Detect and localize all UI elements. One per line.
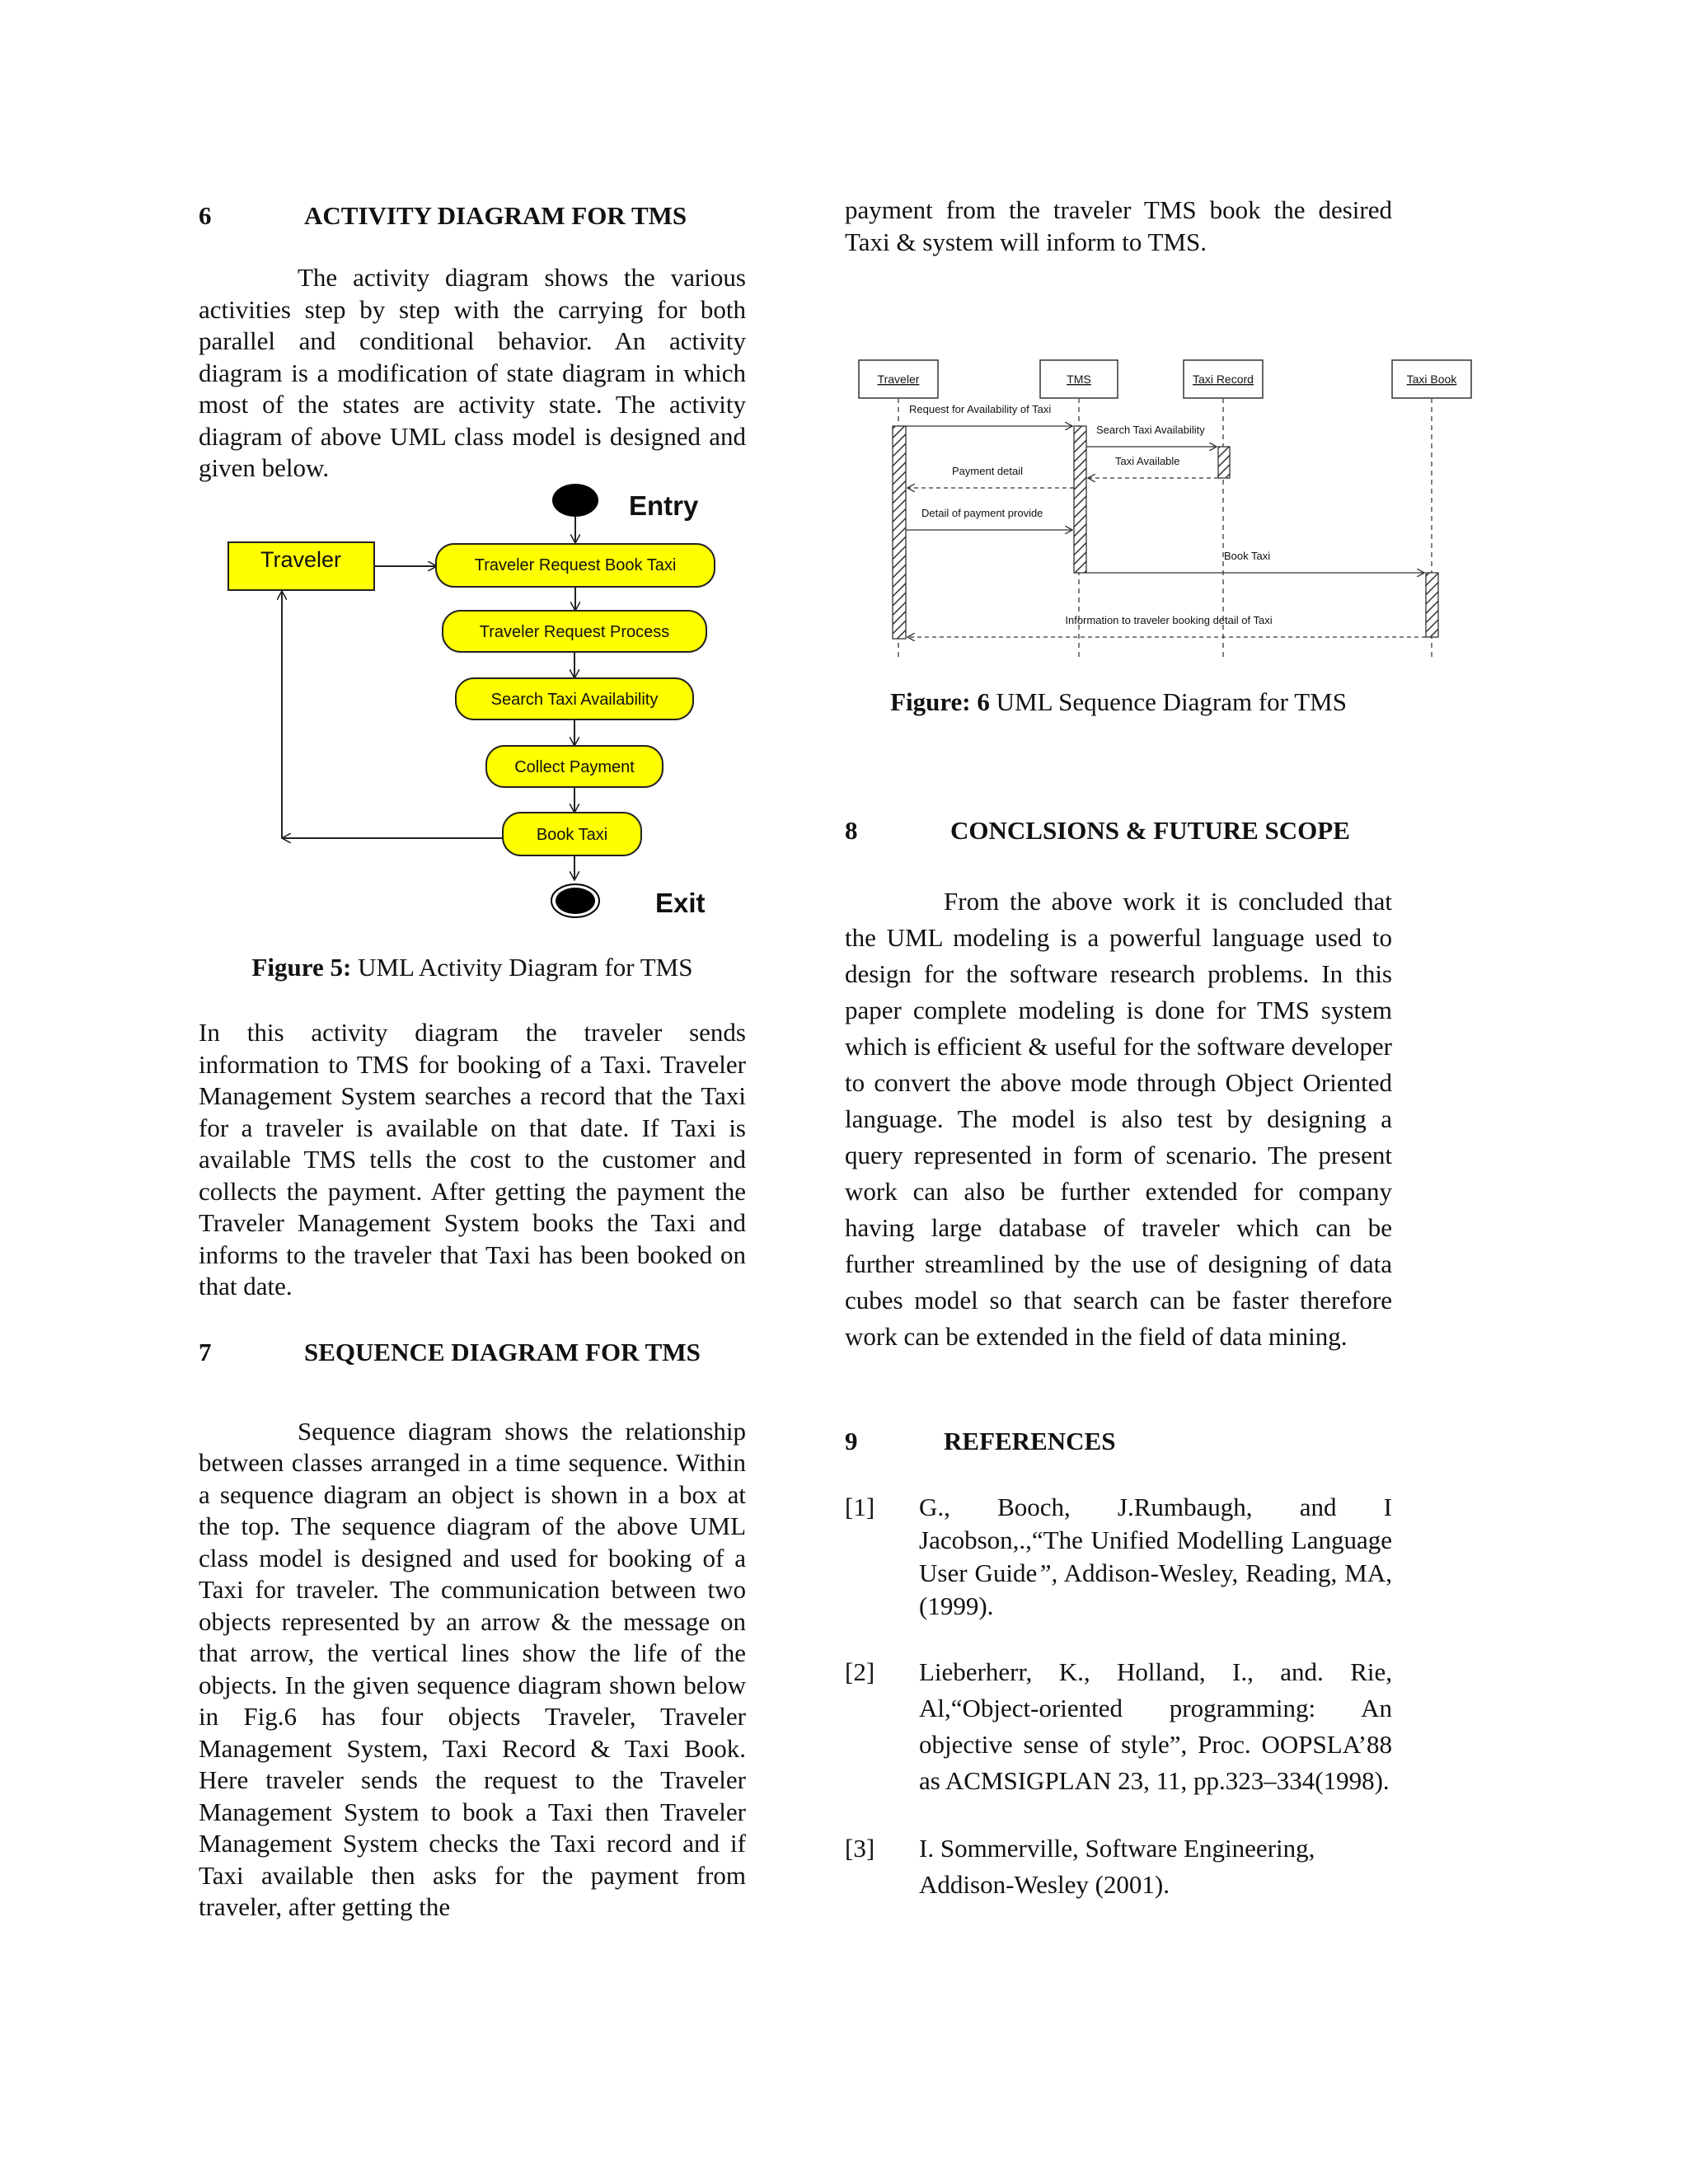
reference-number: [1] [845,1493,875,1521]
msg-taxi-available: Taxi Available [1115,455,1180,467]
section-number: 8 [845,816,858,845]
activity-step-5-label: Book Taxi [536,826,608,844]
section-8-heading [845,814,1392,847]
activity-diagram [214,478,742,923]
activation-tms [1074,426,1086,573]
continued-paragraph: payment from the traveler TMS book the desired Taxi & system will inform to TMS. [845,195,1392,256]
entry-label: Entry [629,490,699,521]
sequence-diagram [849,350,1475,672]
seq-object-tms-label: TMS [1067,373,1091,386]
reference-text: Lieberherr, K., Holland, I., and. Rie, Al,“Object-oriented programming: An objective sense of style”, Proc. OOPSLA’88 as ACMSIGPLAN 23, 11, pp.323–334(1998). [919,1657,1392,1795]
figure-6-caption [845,686,1392,719]
reference-2 [845,1654,1392,1799]
traveler-box-label: Traveler [260,547,342,572]
exit-label: Exit [655,888,706,918]
section-6-paragraph-2: In this activity diagram the traveler sends information to TMS for booking of a Taxi. Traveler Management System searches a record that the Taxi for a traveler is available on that date. If Taxi is available TMS tells the cost to the customer and collects the payment. After getting the payment the Traveler Management System books the Taxi and informs to the traveler that Taxi has been booked on that date. [199,1018,746,1301]
section-number: 6 [199,201,212,230]
reference-number: [2] [845,1657,875,1686]
seq-object-traveler-label: Traveler [877,373,920,386]
activation-taxi-book [1426,573,1438,637]
msg-payment-detail: Payment detail [952,465,1023,477]
section-7-paragraph: Sequence diagram shows the relationship between classes arranged in a time sequence. Within a sequence diagram an object is shown in a box at the top. The sequence diagram of the above UML class model is designed and used for booking of a Taxi for traveler. The communication between two objects represented by an arrow & the message on that arrow, the vertical lines show the life of the objects. In the given sequence diagram shown below in Fig.6 has four objects Traveler, Traveler Management System, Taxi Record & Taxi Book. Here traveler sends the request to the Traveler Management System to book a Taxi then Traveler Management System checks the Taxi record and if Taxi available then asks for the payment from traveler, after getting the [199,1416,746,1921]
entry-node [552,484,598,517]
section-title: SEQUENCE DIAGRAM FOR TMS [304,1337,701,1366]
section-6-paragraph-1: The activity diagram shows the various activities step by step with the carrying for both parallel and conditional behavior. An activity diagram is a modification of state diagram in which most of the states are activity state. The activity diagram of above UML class model is designed and given below. [199,263,746,482]
msg-request-availability: Request for Availability of Taxi [909,403,1052,415]
right-column-lower [845,814,1392,1903]
activity-step-3-label: Search Taxi Availability [490,691,659,709]
section-title: REFERENCES [944,1427,1116,1455]
section-title: ACTIVITY DIAGRAM FOR TMS [304,201,687,230]
section-7-heading [199,1336,746,1369]
activity-step-2-label: Traveler Request Process [479,623,670,641]
exit-node [556,888,595,914]
msg-search-availability: Search Taxi Availability [1096,424,1205,436]
figure-5-caption [199,951,746,984]
seq-object-taxi-book-label: Taxi Book [1406,373,1457,386]
section-number: 9 [845,1427,858,1455]
msg-payment-provide: Detail of payment provide [921,507,1043,519]
seq-object-taxi-record-label: Taxi Record [1193,373,1254,386]
figure-5-label: Figure 5: [251,953,352,982]
activity-step-1-label: Traveler Request Book Taxi [474,556,677,574]
reference-number: [3] [845,1834,875,1863]
reference-3 [845,1830,1392,1903]
msg-book-taxi: Book Taxi [1224,550,1271,562]
section-title: CONCLSIONS & FUTURE SCOPE [950,816,1350,845]
msg-information-booking: Information to traveler booking detail of Taxi [1065,614,1273,626]
right-column-top [845,194,1392,258]
reference-text: I. Sommerville, Software Engineering, Addison-Wesley (2001). [919,1834,1315,1899]
section-6-heading [199,199,746,232]
activity-step-4-label: Collect Payment [514,758,635,776]
left-column-lower [199,1017,746,1924]
section-8-paragraph: From the above work it is concluded that the UML modeling is a powerful language used to design for the software research problems. In this paper complete modeling is done for TMS system which is efficient & useful for the software developer to convert the above mode through Object Oriented language. The model is also test by designing a query represented in form of scenario. The present work can also be further extended for company having large database of traveler which can be further streamlined by the use of designing of data cubes model so that search can be faster therefore work can be extended in the field of data mining. [845,887,1392,1351]
left-column [199,194,746,485]
reference-1 [845,1491,1392,1623]
activation-taxi-record [1218,447,1230,478]
activation-traveler [893,426,906,639]
figure-5-text: UML Activity Diagram for TMS [351,953,693,982]
figure-6-label: Figure: 6 [890,687,990,716]
figure-6-text: UML Sequence Diagram for TMS [989,687,1347,716]
section-number: 7 [199,1337,212,1366]
section-9-heading [845,1425,1392,1458]
reference-text: G., Booch, J.Rumbaugh, and I Jacobson,.,“The Unified Modelling Language User Guide”, Addison-Wesley, Reading, MA,(1999). [919,1493,1392,1620]
